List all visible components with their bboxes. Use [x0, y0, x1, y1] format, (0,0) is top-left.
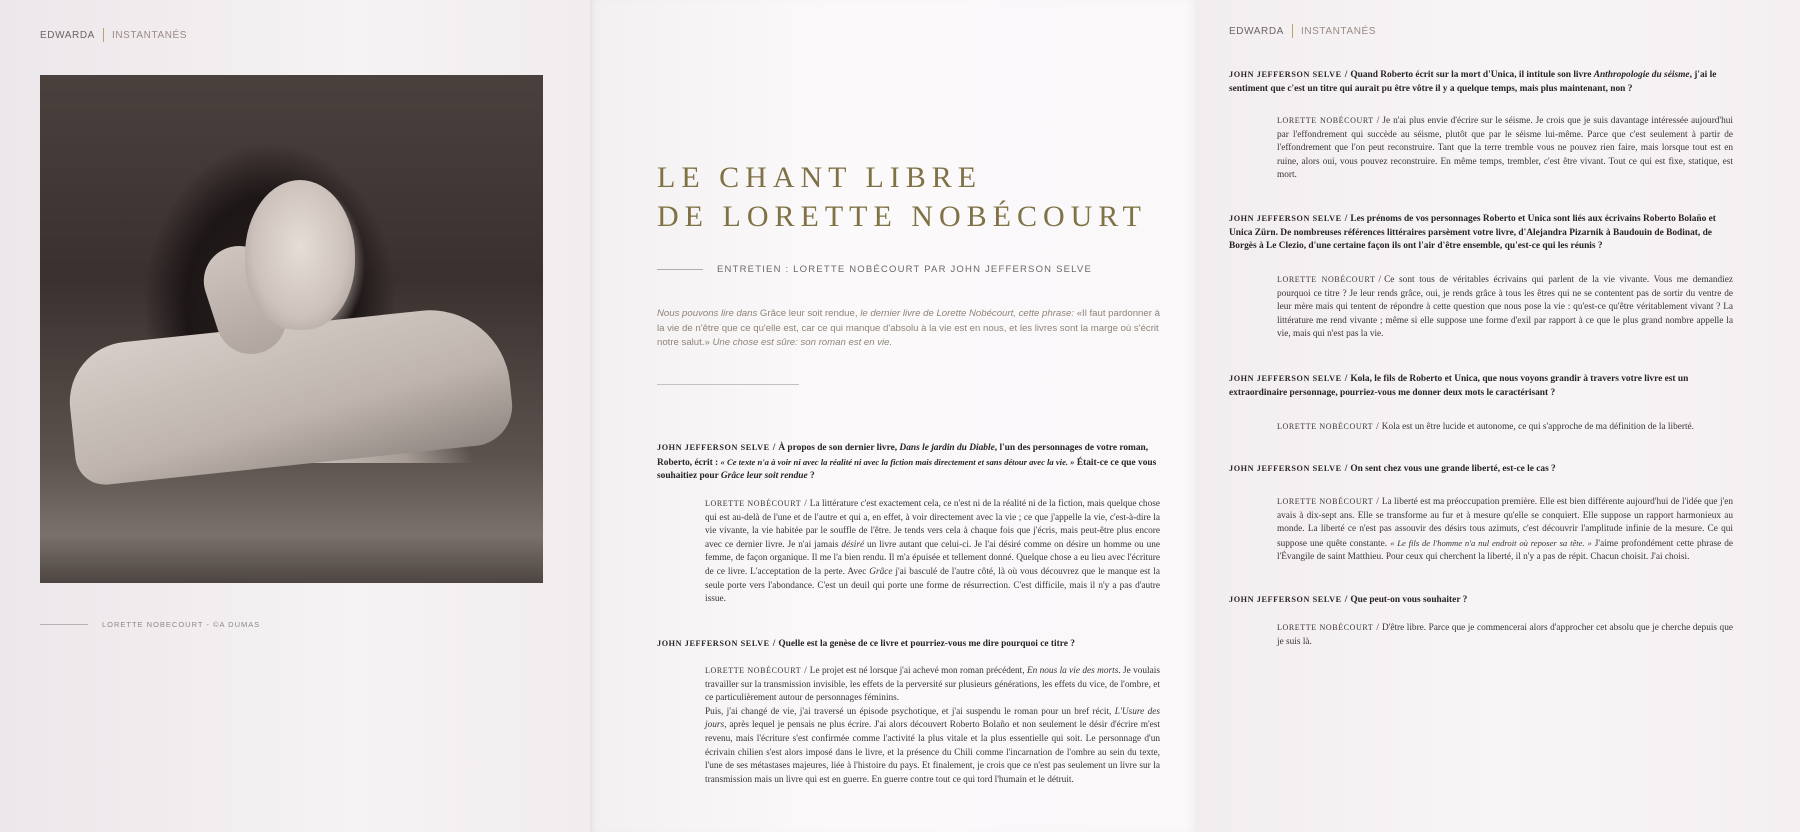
answer-1: LORETTE NOBÉCOURT / La littérature c'est exactement cela, ce n'est ni de la réalité ni de la fiction, mais quelque chose qui est au-delà de l'une et de l'autre et qui a, en effet, à voir directement avec la vie ; ce que j'appelle la vie, c'est-à-dire la vie vivante, la vie habitée par le souffle de l'être. Je tends vers cela à chaque fois que j'écris, mais peut-être plus encore avec ce dernier livre. Je n'ai jamais désiré un livre autant que celui-ci. Je l'ai désiré comme on désire un homme ou une femme, de façon organique. Il me l'a bien rendu. Il m'a épuisée et tellement donné. Quelque chose a eu lieu avec l'écriture de ce livre. L'acceptation de la perte. Avec Grâce j'ai basculé de l'autre côté, là où vous découvrez que le manque est la seule porte vers l'abondance. C'est un deuil qui porte une forme de résurrection. C'est difficile, mais il n'y a pas d'autre issue.: [705, 499, 1161, 605]
answer-5: LORETTE NOBÉCOURT / Kola est un être lucide et autonome, ce qui s'approche de ma définition de la liberté.: [1277, 422, 1694, 432]
answer-text: . Je voulais travailler sur la transmission invisible, les effets de la perversité sur plusieurs générations, les effets du vice, de l'ombre, et ce particulièrement autour de personnages féminins.: [705, 666, 1160, 704]
question-text: , j'ai le sentiment que c'est un titre qui aurait pu être vôtre il y a quelque temps, mais plus maintenant, non ?: [1229, 70, 1717, 94]
intro-quote: «Il faut pardonner à la vie de n'être que ce qu'elle est, car ce qui manque d'absolu à la vie est en nous, et les livres sont la marge où s'écrit notre salut.»: [657, 308, 1160, 348]
book-title: Grâce leur soit rendue: [720, 471, 808, 482]
book-title: Anthropologie du séisme: [1593, 70, 1690, 80]
book-title: L'Usure des jours: [705, 706, 1160, 731]
intro-text: Une chose est sûre: son roman est en vie.: [712, 337, 893, 348]
interviewer-name: JOHN JEFFERSON SELVE: [1229, 595, 1342, 604]
brand-name: EDWARDA: [40, 29, 95, 41]
subtitle-rule: [657, 269, 703, 270]
answer-3: LORETTE NOBÉCOURT / Je n'ai plus envie d'écrire sur le séisme. Je crois que je suis davantage intéressée aujourd'hui par l'effondrement qui succède au séisme, plutôt que par le séisme lui-même. Parce que c'est seulement à partir de l'effondrement que l'on peut reconstruire. Tant que la terre tremble vous ne pouvez rien faire, mais lorsque tout est en ruine, alors oui, vous pouvez reconstruire. En même temps, trembler, c'est être vivant. Tout ce qui est fixe, statique, est mort.: [1277, 116, 1733, 181]
title-line-1: LE CHANT LIBRE: [657, 161, 983, 194]
answer-emphasis: Grâce: [869, 566, 893, 577]
question-text: Quelle est la genèse de ce livre et pourriez-vous me dire pourquoi ce titre ?: [778, 639, 1075, 649]
left-page: [0, 0, 590, 832]
interviewer-name: JOHN JEFFERSON SELVE: [1229, 374, 1342, 383]
quote-text: « Ce texte n'a à voir ni avec la réalité ni avec la fiction mais directement et sans détour avec la vie. »: [720, 456, 1075, 467]
running-head: [1229, 24, 1376, 38]
answer-text: Le projet est né lorsque j'ai achevé mon roman précédent,: [809, 666, 1027, 676]
question-text: Les prénoms de vos personnages Roberto et Unica sont liés aux écrivains Roberto Bolaño et Unica Zürn. De nombreuses références littéraires parsèment votre livre, d'Alejandra Pizarnik à Baudouin de Bodinat, de Borgès à Le Clezio, d'une certaine façon ils ont l'air d'être ensemble, qu'est-ce qui les réunis ?: [1229, 214, 1716, 252]
quote-text: « Le fils de l'homme n'a nul endroit où reposer sa tête. »: [1390, 537, 1592, 548]
question-7: JOHN JEFFERSON SELVE / Que peut-on vous souhaiter ?: [1229, 595, 1468, 605]
answer-text: Ce sont tous de véritables écrivains qui parlent de la vie vivante. Vous me demandiez pourquoi ce titre ? Je leur rends grâce, oui, je rends grâce à tous les êtres qui ne se contentent pas de sortir du ventre de leur mère mais qui tentent de répondre à cette question que nous pose la vie : qu'est-ce qu'être véritablement vivant ? La littérature me rend vivante ; même si elle suppose une forme d'exil par rapport à ce que le plus grand nombre appelle la vie, mais qui n'est pas la vie.: [1277, 275, 1733, 340]
answer-7: LORETTE NOBÉCOURT / D'être libre. Parce que je commencerai alors d'approcher cet absolu que je cherche depuis que je suis là.: [1277, 623, 1733, 647]
answer-6: LORETTE NOBÉCOURT / La liberté est ma préoccupation première. Elle est bien différente aujourd'hui de l'idée que j'en avais à dix-sept ans. Elle se transforme au fur et à mesure qu'elle se conquiert. Elle suppose un rapport harmonieux au monde. La liberté ce n'est pas assouvir des désirs tous azimuts, c'est découvrir l'amplitude infinie de la mesure. Ce qui suppose une quête constante. « Le fils de l'homme n'a nul endroit où reposer sa tête. » J'aime profondément cette phrase de l'Évangile de saint Matthieu. Pour ceux qui cherchent la liberté, il n'y a pas de répit. Chacun choisit. J'ai choisi.: [1277, 497, 1734, 563]
book-title: Dans le jardin du Diable: [899, 443, 995, 453]
question-text: , l'un des personnages de votre roman, Roberto, écrit :: [657, 443, 1149, 468]
author-name: LORETTE NOBÉCOURT: [705, 499, 802, 508]
answer-4: LORETTE NOBÉCOURT / Ce sont tous de véritables écrivains qui parlent de la vie vivante. Vous me demandiez pourquoi ce titre ? Je leur rends grâce, oui, je rends grâce à tous les êtres qui ne se contentent pas de sortir du ventre de leur mère mais qui tentent de répondre à cette question que nous pose la vie : qu'est-ce qu'être véritablement vivant ? La littérature me rend vivante ; même si elle suppose une forme d'exil par rapport à ce que le plus grand nombre appelle la vie, mais qui n'est pas la vie.: [1277, 275, 1733, 340]
intro-book-title: Grâce leur soit rendue,: [757, 308, 861, 319]
author-name: LORETTE NOBÉCOURT: [1277, 623, 1374, 632]
running-head-divider: [1292, 24, 1293, 38]
interviewer-name: JOHN JEFFERSON SELVE: [657, 443, 770, 452]
running-head: [40, 28, 187, 42]
portrait-photo: [40, 75, 543, 583]
photo-caption-text: LORETTE NOBECOURT - ©A DUMAS: [102, 620, 261, 629]
caption-rule: [40, 624, 88, 625]
interviewer-name: JOHN JEFFERSON SELVE: [1229, 464, 1342, 473]
brand-name: EDWARDA: [1229, 25, 1284, 37]
photo-arm: [64, 302, 516, 487]
interviewer-name: JOHN JEFFERSON SELVE: [1229, 214, 1342, 223]
subtitle-text: ENTRETIEN : LORETTE NOBÉCOURT PAR JOHN JEFFERSON SELVE: [717, 264, 1093, 275]
question-1: JOHN JEFFERSON SELVE / À propos de son dernier livre, Dans le jardin du Diable, l'un des personnages de votre roman, Roberto, écrit : « Ce texte n'a à voir ni avec la réalité ni avec la fiction mais directement et sans détour avec la vie. » Était-ce ce que vous souhaitiez pour Grâce leur soit rendue ?: [657, 443, 1157, 482]
question-text: Était-ce ce que vous souhaitiez pour: [657, 457, 1157, 482]
photo-caption: [40, 620, 260, 629]
question-text: Que peut-on vous souhaiter ?: [1350, 595, 1468, 605]
answer-2: LORETTE NOBÉCOURT / Le projet est né lorsque j'ai achevé mon roman précédent, En nous la vie des morts. Je voulais travailler sur la transmission invisible, les effets de la perversité sur plusieurs générations, les effets du vice, de l'ombre, et ce particulièrement autour de personnages féminins. Puis, j'ai changé de vie, j'ai traversé un épisode psychotique, et j'ai suspendu le roman pour un bref récit, L'Usure des jours, après lequel je pensais ne plus écrire. J'ai alors découvert Roberto Bolaño et non seulement le désir d'écrire m'est revenu, mais l'écriture s'est confirmée comme l'activité la plus vitale et la plus essentielle qui soit. Le personnage d'un écrivain chilien s'est alors imposé dans le livre, et la présence du Chili comme l'incarnation de l'ombre au sein du texte, l'une de ses métastases majeures, liée à l'histoire du pays. Et finalement, je crois que ce n'est pas seulement un livre sur la transmission mais un livre qui est en guerre. En guerre contre tout ce qui tord l'humain et le détruit.: [705, 666, 1160, 785]
answer-text: , après lequel je pensais ne plus écrire. J'ai alors découvert Roberto Bolaño et non seulement le désir d'écrire m'est revenu, mais l'écriture s'est confirmée comme l'activité la plus vitale et la plus essentielle qui soit. Le personnage d'un écrivain chilien s'est alors imposé dans le livre, et la présence du Chili comme l'incarnation de l'ombre au sein du texte, l'une de ses métastases majeures, liée à l'histoire du pays. Et finalement, je crois que ce n'est pas seulement un livre sur la transmission mais un livre qui est en guerre. En guerre contre tout ce qui tord l'humain et le détruit.: [705, 720, 1160, 785]
middle-page: [590, 0, 1198, 832]
author-name: LORETTE NOBÉCOURT: [1277, 275, 1376, 284]
answer-text: j'ai basculé de l'autre côté, là où vous découvrez que le manque est la seule porte vers l'abondance. C'est un deuil qui porte une forme de résurrection. C'est difficile, mais il n'y a pas d'autre issue.: [705, 566, 1161, 605]
book-title: En nous la vie des morts: [1026, 666, 1119, 676]
question-5: JOHN JEFFERSON SELVE / Kola, le fils de Roberto et Unica, que nous voyons grandir à travers votre livre est un extraordinaire personnage, pourriez-vous me donner deux mots le caractérisant ?: [1229, 374, 1689, 398]
author-name: LORETTE NOBÉCOURT: [1277, 116, 1374, 125]
intro-text: le dernier livre de Lorette Nobécourt, cette phrase:: [860, 308, 1075, 319]
intro-divider: [657, 384, 799, 385]
title-line-2: DE LORETTE NOBÉCOURT: [657, 200, 1147, 233]
answer-text: Kola est un être lucide et autonome, ce qui s'approche de ma définition de la liberté.: [1381, 422, 1694, 432]
answer-text: Je n'ai plus envie d'écrire sur le séisme. Je crois que je suis davantage intéressée aujourd'hui par l'effondrement qui succède au séisme, plutôt que par le séisme lui-même. Parce que c'est seulement à partir de l'effondrement que l'on peut reconstruire. Tant que la terre tremble vous ne pouvez rien faire, mais lorsque tout est en ruine, alors oui, vous pouvez reconstruire. En même temps, trembler, c'est être vivant. Tout ce qui est fixe, statique, est mort.: [1277, 116, 1733, 181]
section-name: INSTANTANÉS: [1300, 25, 1377, 37]
intro-text: Nous pouvons lire dans: [657, 308, 758, 319]
question-text: On sent chez vous une grande liberté, est-ce le cas ?: [1350, 464, 1556, 474]
interviewer-name: JOHN JEFFERSON SELVE: [1229, 70, 1342, 79]
question-6: JOHN JEFFERSON SELVE / On sent chez vous une grande liberté, est-ce le cas ?: [1229, 464, 1556, 474]
answer-text: un livre autant que celui-ci. Je l'ai désiré comme on désire un homme ou une femme, de façon organique. Il me l'a bien rendu. Il m'a épuisée et tellement donné. Quelque chose a eu lieu avec l'écriture de ce livre. L'acceptation de la perte. Avec: [705, 539, 1160, 577]
photo-face: [245, 180, 355, 330]
question-text: À propos de son dernier livre,: [778, 443, 900, 453]
question-4: JOHN JEFFERSON SELVE / Les prénoms de vos personnages Roberto et Unica sont liés aux écrivains Roberto Bolaño et Unica Zürn. De nombreuses références littéraires parsèment votre livre, d'Alejandra Pizarnik à Baudouin de Bodinat, de Borgès à Le Clezio, d'une certaine façon ils ont l'air d'être ensemble, qu'est-ce qui les réunis ?: [1229, 214, 1716, 252]
author-name: LORETTE NOBÉCOURT: [1277, 497, 1374, 506]
answer-text: J'aime profondément cette phrase de l'Évangile de saint Matthieu. Pour ceux qui cherchent la liberté, il n'y a pas de répit. Chacun choisit. J'ai choisi.: [1277, 538, 1734, 563]
answer-text: La littérature c'est exactement cela, ce n'est ni de la réalité ni de la fiction, mais quelque chose qui est au-delà de l'une et de l'autre et qui a, en effet, à voir directement avec la vie ; ce que j'appelle la vie, c'est-à-dire la vie vivante, la vie habitée par le souffle de l'être. Je tends vers cela à chaque fois que j'écris, mais peut-être plus encore avec ce dernier livre. Je n'ai jamais: [705, 499, 1160, 550]
article-subtitle: [657, 264, 1092, 275]
right-page: [1198, 0, 1800, 832]
question-text: Quand Roberto écrit sur la mort d'Unica, il intitule son livre: [1350, 70, 1594, 80]
question-text: Kola, le fils de Roberto et Unica, que nous voyons grandir à travers votre livre est un extraordinaire personnage, pourriez-vous me donner deux mots le caractérisant ?: [1229, 374, 1689, 398]
question-3: JOHN JEFFERSON SELVE / Quand Roberto écrit sur la mort d'Unica, il intitule son livre Anthropologie du séisme, j'ai le sentiment que c'est un titre qui aurait pu être vôtre il y a quelque temps, mais plus maintenant, non ?: [1229, 70, 1717, 94]
answer-text: La liberté est ma préoccupation première. Elle est bien différente aujourd'hui de l'idée que j'en avais à dix-sept ans. Elle se transforme au fur et à mesure qu'elle se conquiert. Elle suppose un rapport harmonieux au monde. La liberté ce n'est pas assouvir des désirs tous azimuts, c'est découvrir l'amplitude infinie de la mesure. Ce qui suppose une quête constante.: [1277, 497, 1733, 549]
author-name: LORETTE NOBÉCOURT: [1277, 422, 1374, 431]
interviewer-name: JOHN JEFFERSON SELVE: [657, 639, 770, 648]
article-title: [657, 158, 1147, 236]
answer-text: Puis, j'ai changé de vie, j'ai traversé un épisode psychotique, et j'ai suspendu le roman pour un bref récit,: [705, 706, 1115, 717]
section-name: INSTANTANÉS: [111, 29, 188, 41]
question-text: ?: [807, 471, 815, 482]
answer-text: D'être libre. Parce que je commencerai alors d'approcher cet absolu que je cherche depuis que je suis là.: [1277, 623, 1733, 647]
author-name: LORETTE NOBÉCOURT: [705, 666, 802, 675]
running-head-divider: [103, 28, 104, 42]
question-2: JOHN JEFFERSON SELVE / Quelle est la genèse de ce livre et pourriez-vous me dire pourquoi ce titre ?: [657, 639, 1075, 649]
answer-emphasis: désiré: [841, 539, 865, 550]
intro-paragraph: [657, 307, 1160, 351]
